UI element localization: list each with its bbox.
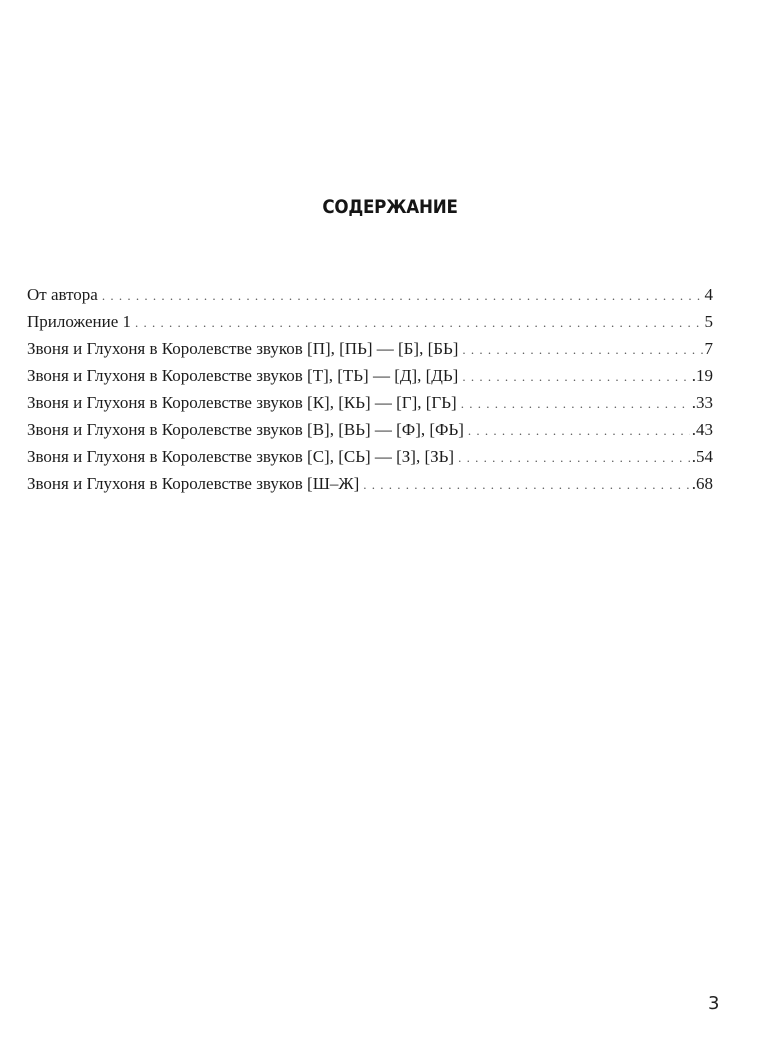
- toc-entry-appendix-1: [27, 308, 713, 335]
- toc-entry-page: .19: [691, 366, 713, 385]
- toc-entry-sh-zh: [27, 470, 713, 497]
- dot-leader: [468, 417, 690, 444]
- dot-leader: [363, 471, 690, 498]
- toc-entry-label: Звоня и Глухоня в Королевстве звуков [К], [КЬ] — [Г], [ГЬ]: [27, 393, 457, 412]
- dot-leader: [102, 282, 703, 309]
- dot-leader: [458, 444, 690, 471]
- dot-leader: [462, 363, 689, 390]
- toc-entry-s-z: [27, 443, 713, 470]
- toc-entry-label: Звоня и Глухоня в Королевстве звуков [Ш–Ж]: [27, 474, 360, 493]
- toc-entry-p-b: [27, 335, 713, 362]
- toc-entry-label: Приложение 1: [27, 312, 131, 331]
- toc-entry-label: Звоня и Глухоня в Королевстве звуков [С], [СЬ] — [З], [ЗЬ]: [27, 447, 455, 466]
- toc-entry-k-g: [27, 389, 713, 416]
- toc-entry-label: Звоня и Глухоня в Королевстве звуков [В], [ВЬ] — [Ф], [ФЬ]: [27, 420, 464, 439]
- toc-entry-from-author: [27, 281, 713, 308]
- dot-leader: [461, 390, 690, 417]
- toc-entry-page: .43: [691, 420, 713, 439]
- toc-entry-page: .54: [691, 447, 713, 466]
- toc-entry-page: 5: [704, 312, 713, 331]
- page-number: 3: [708, 993, 720, 1014]
- toc-entry-label: Звоня и Глухоня в Королевстве звуков [Т], [ТЬ] — [Д], [ДЬ]: [27, 366, 459, 385]
- toc-entry-label: Звоня и Глухоня в Королевстве звуков [П], [ПЬ] — [Б], [БЬ]: [27, 339, 459, 358]
- toc-entry-page: .68: [691, 474, 713, 493]
- dot-leader: [462, 336, 702, 363]
- toc-entry-page: .33: [691, 393, 713, 412]
- page-title: СОДЕРЖАНИЕ: [322, 196, 458, 218]
- dot-leader: [135, 309, 703, 336]
- toc-entry-t-d: [27, 362, 713, 389]
- table-of-contents: [27, 281, 713, 497]
- toc-entry-page: 7: [704, 339, 713, 358]
- toc-entry-page: 4: [704, 285, 713, 304]
- toc-entry-v-f: [27, 416, 713, 443]
- toc-entry-label: От автора: [27, 285, 98, 304]
